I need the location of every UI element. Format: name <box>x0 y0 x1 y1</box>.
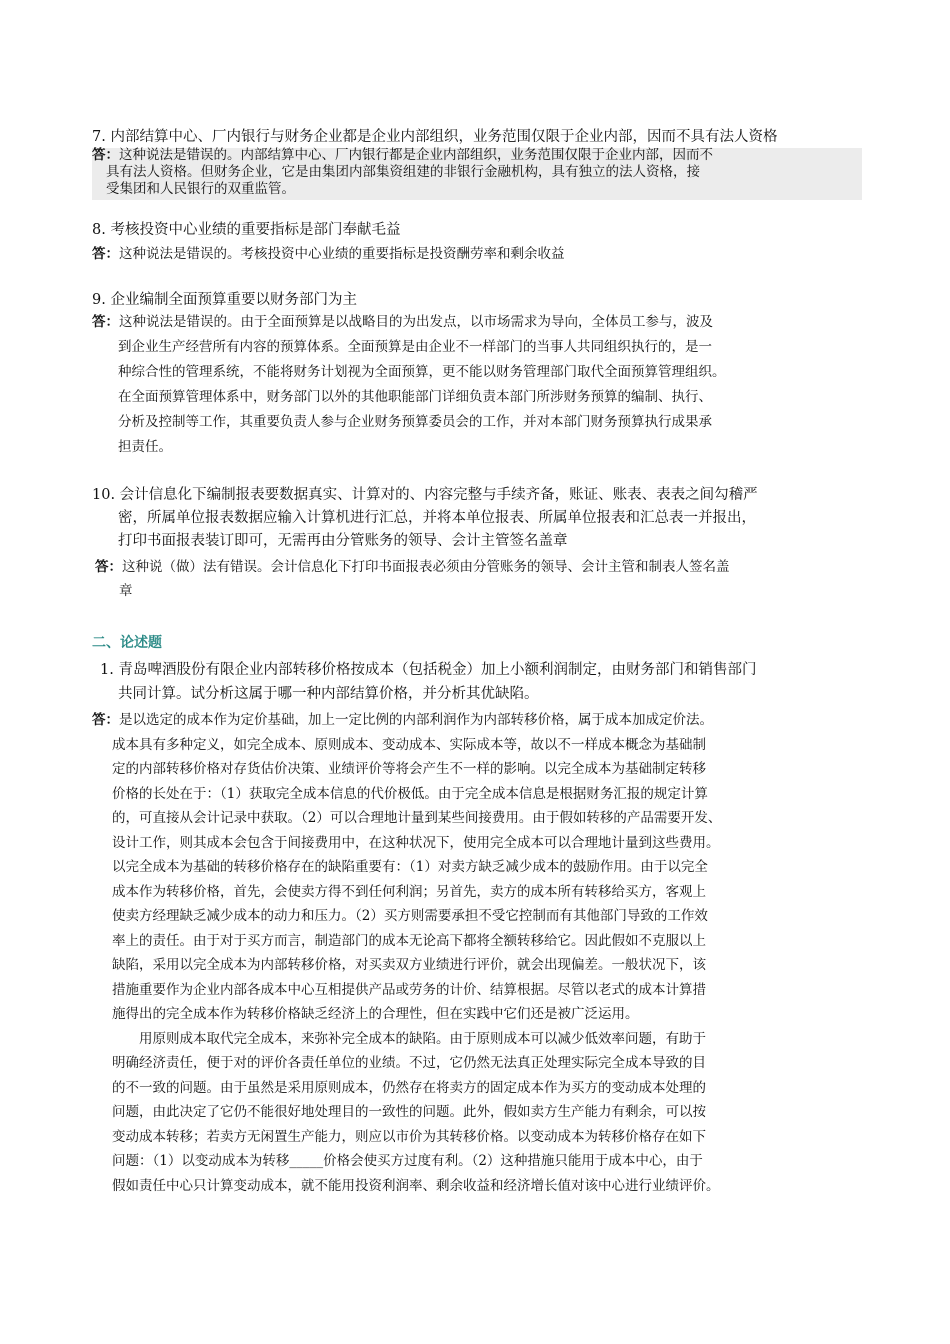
discussion-answer-1-line: 价格的长处在于：（1）获取完全成本信息的代价极低。由于完全成本信息是根据财务汇报的规定计算 <box>112 785 708 802</box>
discussion-answer-1 <box>92 708 721 1198</box>
question-10-line-0: 10. 会计信息化下编制报表要数据真实、计算对的、内容完整与手续齐备，账证、账表、表表之间勾稽严 <box>92 487 758 503</box>
answer-9-line-2: 种综合性的管理系统，不能将财务计划视为全面预算，更不能以财务管理部门取代全面预算管理组织。 <box>118 364 726 380</box>
answer-7-line-2: 受集团和人民银行的双重监管。 <box>106 181 295 197</box>
discussion-answer-1-line: 假如责任中心只计算变动成本，就不能用投资利润率、剩余收益和经济增长值对该中心进行业绩评价。 <box>112 1177 720 1194</box>
answer-8-line-0: 答：这种说法是错误的。考核投资中心业绩的重要指标是投资酬劳率和剩余收益 <box>92 246 565 262</box>
discussion-question-1 <box>100 658 756 706</box>
question-9-text: 9. 企业编制全面预算重要以财务部门为主 <box>92 292 357 308</box>
answer-label: 答： <box>92 314 119 330</box>
question-9 <box>92 290 357 310</box>
discussion-answer-1-line: 变动成本转移；若卖方无闲置生产能力，则应以市价为其转移价格。以变动成本为转移价格存在如下 <box>112 1128 706 1145</box>
answer-10-line-0: 答：这种说（做）法有错误。会计信息化下打印书面报表必须由分管账务的领导、会计主管和制表人签名盖 <box>95 559 730 575</box>
answer-7-line-1: 具有法人资格。但财务企业，它是由集团内部集资组建的非银行金融机构，具有独立的法人资格，接 <box>106 164 700 180</box>
answer-9-line-5: 担责任。 <box>118 439 172 455</box>
answer-9-line-4: 分析及控制等工作，其重要负责人参与企业财务预算委员会的工作，并对本部门财务预算执行成果承 <box>118 414 712 430</box>
discussion-answer-1-line: 率上的责任。由于对于买方而言，制造部门的成本无论高下都将全额转移给它。因此假如不克服以上 <box>112 932 706 949</box>
discussion-answer-1-line: 成本作为转移价格，首先，会使卖方得不到任何利润；另首先，卖方的成本所有转移给买方，客观上 <box>112 883 706 900</box>
discussion-answer-1-line: 用原则成本取代完全成本，来弥补完全成本的缺陷。由于原则成本可以减少低效率问题，有助于 <box>112 1030 706 1047</box>
discussion-answer-1-line: 成本具有多种定义，如完全成本、原则成本、变动成本、实际成本等，故以不一样成本概念为基础制 <box>112 736 706 753</box>
question-7-text: 7. 内部结算中心、厂内银行与财务企业都是企业内部组织，业务范围仅限于企业内部，因而不具有法人资格 <box>92 129 778 145</box>
discussion-answer-1-line: 措施重要作为企业内部各成本中心互相提供产品或劳务的计价、结算根据。尽管以老式的成本计算措 <box>112 981 706 998</box>
discussion-answer-1-line: 的不一致的问题。由于虽然是采用原则成本，仍然存在将卖方的固定成本作为买方的变动成本处理的 <box>112 1079 706 1096</box>
answer-9-line-3: 在全面预算管理体系中，财务部门以外的其他职能部门详细负责本部门所涉财务预算的编制、执行、 <box>118 389 712 405</box>
question-10 <box>92 484 758 553</box>
answer-label: 答： <box>92 712 119 728</box>
answer-10 <box>95 555 730 603</box>
answer-9 <box>92 310 726 460</box>
answer-9-line-1: 到企业生产经营所有内容的预算体系。全面预算是由企业不一样部门的当事人共同组织执行的，是一 <box>118 339 712 355</box>
section-heading: 二、论述题 <box>92 635 162 651</box>
answer-8 <box>92 242 565 266</box>
discussion-answer-1-line: 问题：（1）以变动成本为转移_____价格会使买方过度有利。（2）这种措施只能用于成本中心，由于 <box>112 1153 703 1169</box>
discussion-answer-1-line: 的，可直接从会计记录中获取。（2）可以合理地计量到某些间接费用。由于假如转移的产品需要开发、 <box>112 810 722 826</box>
question-10-line-1: 密，所属单位报表数据应输入计算机进行汇总，并将本单位报表、所属单位报表和汇总表一并报出， <box>118 510 756 526</box>
question-8-text: 8. 考核投资中心业绩的重要指标是部门奉献毛益 <box>92 222 401 238</box>
discussion-answer-1-line: 使卖方经理缺乏减少成本的动力和压力。（2）买方则需要承担不受它控制而有其他部门导致的工作效 <box>112 908 708 924</box>
answer-label: 答： <box>92 147 119 163</box>
question-8 <box>92 220 400 240</box>
answer-label: 答： <box>92 246 119 262</box>
question-7 <box>92 127 777 147</box>
discussion-answer-1-line: 以完全成本为基础的转移价格存在的缺陷重要有：（1）对卖方缺乏减少成本的鼓励作用。由于以完全 <box>112 859 708 875</box>
answer-9-line-0: 答：这种说法是错误的。由于全面预算是以战略目的为出发点，以市场需求为导向，全体员工参与，波及 <box>92 314 713 330</box>
discussion-answer-1-line: 缺陷，采用以完全成本为内部转移价格，对买卖双方业绩进行评价，就会出现偏差。一般状况下，该 <box>112 957 706 973</box>
discussion-question-1-line-0: 1. 青岛啤酒股份有限企业内部转移价格按成本（包括税金）加上小额利润制定，由财务部门和销售部门 <box>100 662 757 678</box>
discussion-answer-1-line: 明确经济责任，便于对的评价各责任单位的业绩。不过，它仍然无法真正处理实际完全成本导致的目 <box>112 1055 706 1071</box>
question-10-line-2: 打印书面报表装订即可，无需再由分管账务的领导、会计主管签名盖章 <box>118 533 568 549</box>
answer-label: 答： <box>95 559 122 575</box>
discussion-answer-1-line: 定的内部转移价格对存货估价决策、业绩评价等将会产生不一样的影响。以完全成本为基础制定转移 <box>112 761 706 777</box>
discussion-answer-1-line-first: 答：是以选定的成本作为定价基础，加上一定比例的内部利润作为内部转移价格，属于成本加成定价法。 <box>92 712 713 728</box>
discussion-answer-1-line: 施得出的完全成本作为转移价格缺乏经济上的合理性，但在实践中它们还是被广泛运用。 <box>112 1006 639 1022</box>
answer-7-line-0: 答：这种说法是错误的。内部结算中心、厂内银行都是企业内部组织，业务范围仅限于企业内部，因而不 <box>92 147 713 163</box>
discussion-answer-1-line: 设计工作，则其成本会包含于间接费用中，在这种状况下，使用完全成本可以合理地计量到这些费用。 <box>112 834 720 851</box>
answer-7 <box>92 147 713 198</box>
discussion-answer-1-line: 问题，由此决定了它仍不能很好地处理目的一致性的问题。此外，假如卖方生产能力有剩余，可以按 <box>112 1104 706 1120</box>
discussion-question-1-line-1: 共同计算。试分析这属于哪一种内部结算价格，并分析其优缺陷。 <box>118 686 539 702</box>
answer-10-line-1: 章 <box>119 583 133 599</box>
